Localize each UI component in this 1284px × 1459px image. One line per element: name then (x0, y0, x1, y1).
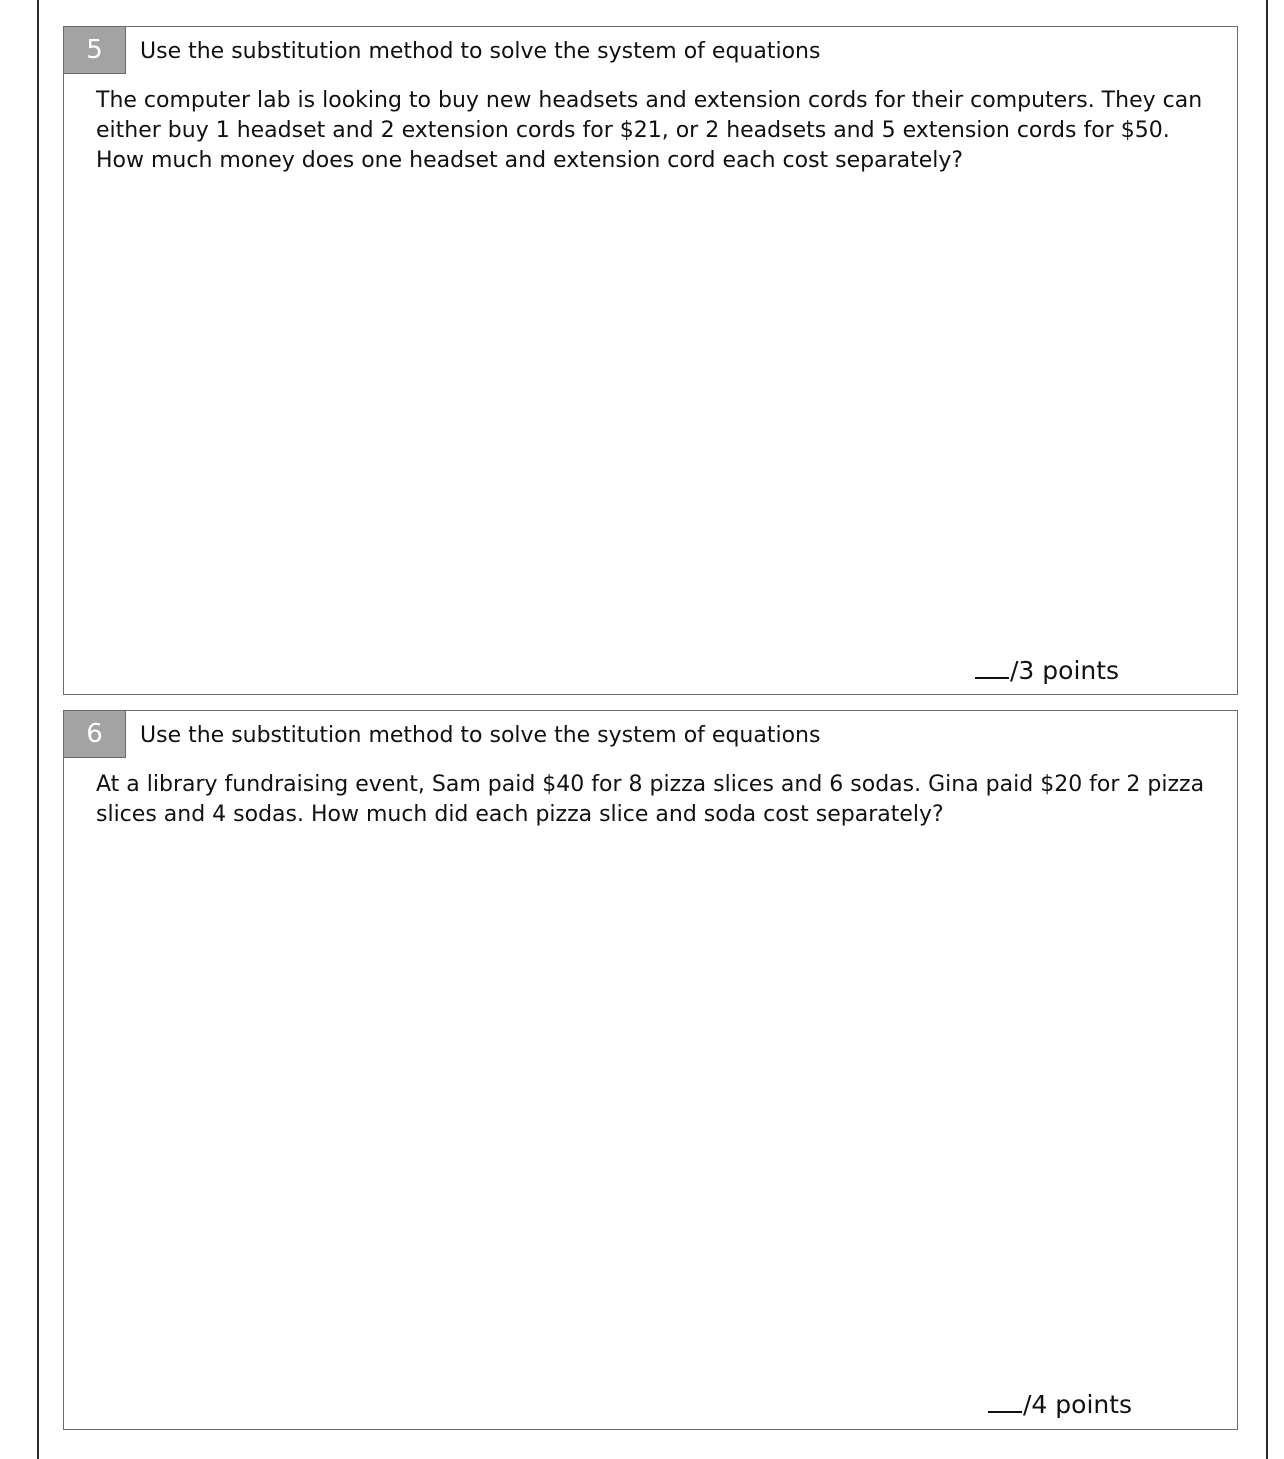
question-5-box (63, 26, 1238, 695)
question-number-badge: 6 (64, 711, 126, 758)
page-border-right (1266, 0, 1268, 1459)
question-instruction: Use the substitution method to solve the system of equations (140, 39, 821, 64)
question-text: At a library fundraising event, Sam paid $40 for 8 pizza slices and 6 sodas. Gina paid $20 for 2 pizza slices and 4 sodas. How much did each pizza slice and soda cost separately? (96, 772, 1205, 827)
points-label: /4 points (1023, 1390, 1133, 1419)
score-blank-line[interactable] (975, 659, 1009, 679)
question-6-box (63, 710, 1238, 1430)
points-score (988, 1390, 1132, 1420)
score-blank-line[interactable] (988, 1393, 1022, 1413)
points-label: /3 points (1010, 656, 1120, 685)
question-instruction: Use the substitution method to solve the system of equations (140, 723, 821, 748)
points-score (975, 656, 1119, 686)
question-text: The computer lab is looking to buy new headsets and extension cords for their computers. They can either buy 1 headset and 2 extension cords for $21, or 2 headsets and 5 extension cords for $50. How much money does one headset and extension cord each cost separately? (96, 88, 1203, 173)
question-number-badge: 5 (64, 27, 126, 74)
page-border-left (37, 0, 39, 1459)
